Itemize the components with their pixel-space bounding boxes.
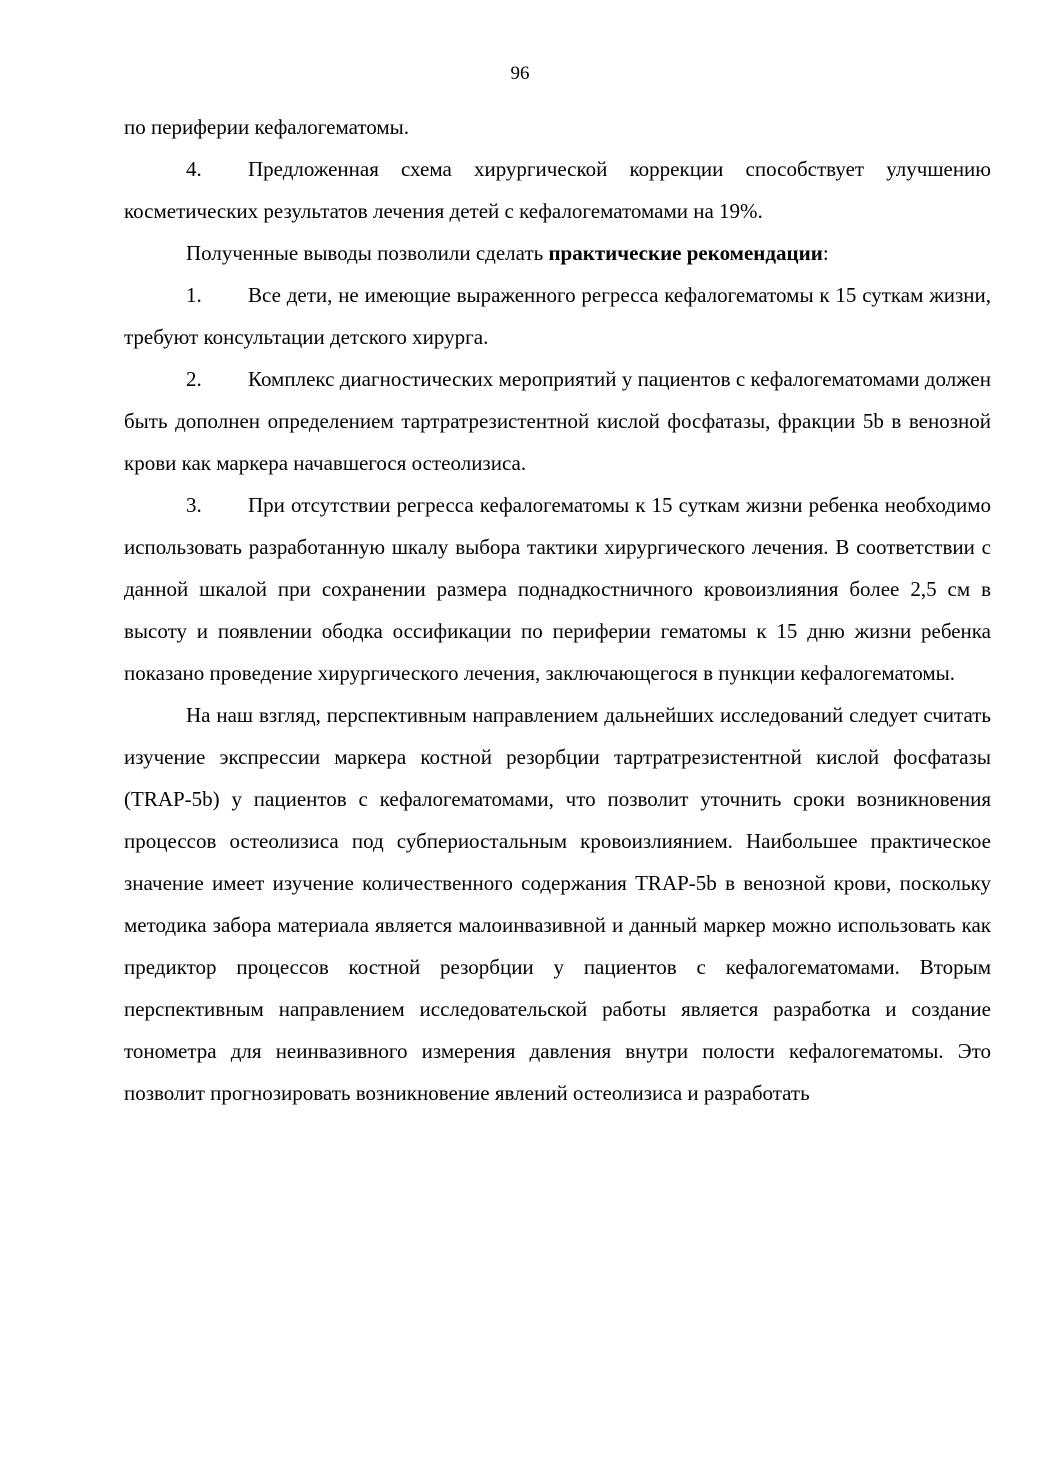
paragraph-text: Комплекс диагностических мероприятий у пациентов с кефалогематомами должен быть дополнен определением тартратрезистентной кислой фосфатазы, фракции 5b в венозной крови как маркера начавшегося остеолизиса. bbox=[124, 367, 991, 475]
future-research-paragraph bbox=[124, 694, 991, 1114]
bold-term: практические рекомендации bbox=[548, 241, 823, 265]
paragraph-text: Все дети, не имеющие выраженного регресса кефалогематомы к 15 суткам жизни, требуют консультации детского хирурга. bbox=[124, 283, 991, 349]
list-number: 4. bbox=[186, 157, 202, 181]
recommendation-item-1 bbox=[124, 274, 991, 358]
paragraph-text: Предложенная схема хирургической коррекции способствует улучшению косметических результатов лечения детей с кефалогематомами на 19%. bbox=[124, 157, 991, 223]
recommendation-item-2 bbox=[124, 358, 991, 484]
conclusion-item-4 bbox=[124, 148, 991, 232]
paragraph-text: Полученные выводы позволили сделать bbox=[186, 241, 549, 265]
list-number: 3. bbox=[186, 493, 202, 517]
recommendation-item-3 bbox=[124, 484, 991, 694]
paragraph-continuation bbox=[124, 106, 991, 148]
list-number: 1. bbox=[186, 283, 202, 307]
paragraph-text: При отсутствии регресса кефалогематомы к 15 суткам жизни ребенка необходимо использовать разработанную шкалу выбора тактики хирургического лечения. В соответствии с данной шкалой при сохранении размера поднадкостничного кровоизлияния более 2,5 см в высоту и появлении ободка оссификации по периферии гематомы к 15 дню жизни ребенка показано проведение хирургического лечения, заключающегося в пункции кефалогематомы. bbox=[124, 493, 991, 685]
paragraph-text: На наш взгляд, перспективным направлением дальнейших исследований следует считать изучение экспрессии маркера костной резорбции тартратрезистентной кислой фосфатазы (TRAP-5b) у пациентов с кефалогематомами, что позволит уточнить сроки возникновения процессов остеолизиса под субпериостальным кровоизлиянием. Наибольшее практическое значение имеет изучение количественного содержания TRAP-5b в венозной крови, поскольку методика забора материала является малоинвазивной и данный маркер можно использовать как предиктор процессов костной резорбции у пациентов с кефалогематомами. Вторым перспективным направлением исследовательской работы является разработка и создание тонометра для неинвазивного измерения давления внутри полости кефалогематомы. Это позволит прогнозировать возникновение явлений остеолизиса и разработать bbox=[124, 703, 991, 1105]
recommendations-intro bbox=[124, 232, 991, 274]
list-number: 2. bbox=[186, 367, 202, 391]
paragraph-text: : bbox=[822, 241, 829, 265]
page-number: 96 bbox=[510, 63, 530, 84]
body-text bbox=[124, 106, 991, 1114]
paragraph-text: по периферии кефалогематомы. bbox=[124, 115, 410, 139]
